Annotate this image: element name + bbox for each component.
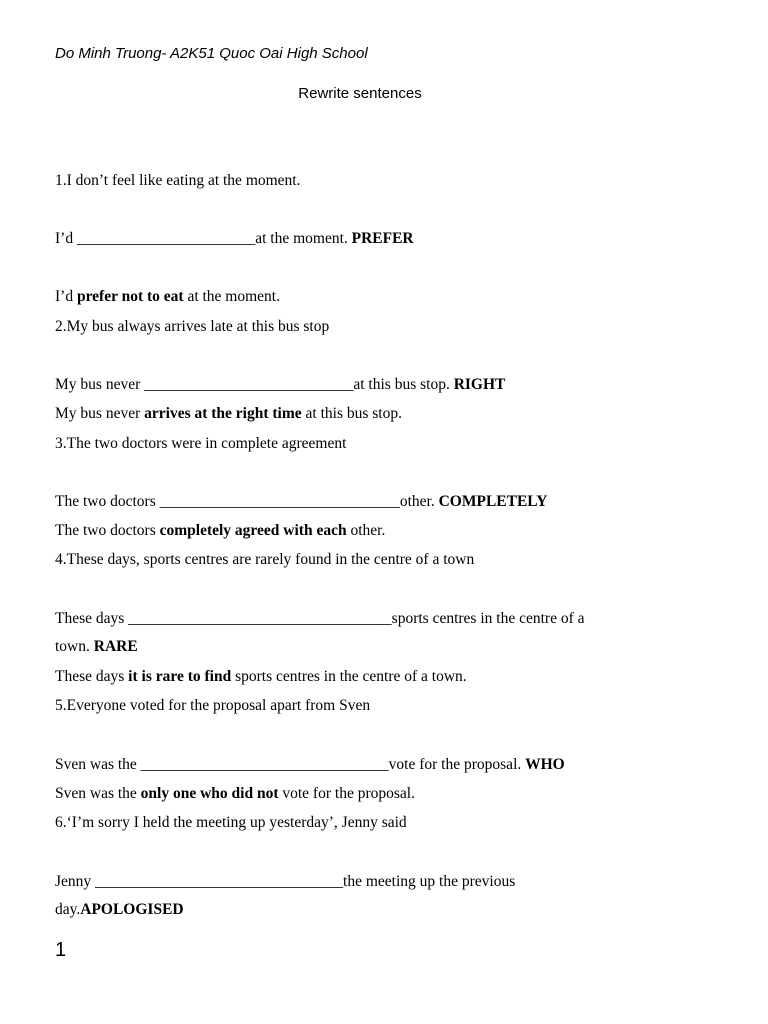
q3-answer [55, 521, 385, 541]
q3-original: 3.The two doctors were in complete agreement [55, 435, 347, 452]
q1-prompt [55, 229, 414, 249]
q3-prompt [55, 492, 547, 512]
q5-answer-end: vote for the proposal. [278, 785, 415, 802]
q6-prompt [55, 872, 515, 892]
q2-answer [55, 404, 402, 424]
q4-prompt-end: sports centres in the centre of a [391, 610, 585, 627]
q3-answer-end: other. [346, 522, 386, 539]
q3-blank: _______________________________ [159, 493, 400, 510]
document-header: Do Minh Truong- A2K51 Quoc Oai High School [55, 45, 368, 62]
q4-keyword: RARE [93, 638, 138, 655]
q2-keyword: RIGHT [453, 376, 506, 393]
q2-answer-end: at this bus stop. [301, 405, 402, 422]
q4-answer [55, 667, 467, 687]
q5-answer [55, 784, 415, 804]
q6-blank: ________________________________ [95, 873, 344, 890]
q4-answer-end: sports centres in the centre of a town. [231, 668, 467, 685]
q4-answer-bold: it is rare to find [128, 668, 232, 685]
q5-prompt-end: vote for the proposal. [388, 756, 526, 773]
q4-prompt-line2-text: town. [55, 638, 94, 655]
q6-prompt-start: Jenny [55, 873, 96, 890]
q1-keyword: PREFER [351, 230, 414, 247]
q2-answer-start: My bus never [55, 405, 145, 422]
q5-keyword: WHO [525, 756, 565, 773]
q3-answer-start: The two doctors [55, 522, 160, 539]
q6-prompt-line2-text: day. [55, 901, 81, 918]
q2-prompt [55, 375, 505, 395]
q5-prompt [55, 755, 565, 775]
q5-answer-start: Sven was the [55, 785, 141, 802]
q2-blank: ___________________________ [144, 376, 354, 393]
page-title: Rewrite sentences [298, 85, 422, 102]
q3-prompt-start: The two doctors [55, 493, 160, 510]
q6-keyword: APOLOGISED [80, 901, 184, 918]
q4-prompt-start: These days [55, 610, 129, 627]
q3-answer-bold: completely agreed with each [159, 522, 347, 539]
q2-answer-bold: arrives at the right time [144, 405, 302, 422]
q4-prompt-line2 [55, 637, 138, 657]
q2-original: 2.My bus always arrives late at this bus stop [55, 318, 330, 335]
q6-original: 6.‘I’m sorry I held the meeting up yesterday’, Jenny said [55, 814, 407, 831]
q6-prompt-end: the meeting up the previous [343, 873, 516, 890]
q5-prompt-start: Sven was the [55, 756, 141, 773]
q4-answer-start: These days [55, 668, 129, 685]
q1-answer-bold: prefer not to eat [76, 288, 184, 305]
q1-prompt-start: I’d [55, 230, 77, 247]
q1-prompt-end: at the moment. [255, 230, 352, 247]
q1-answer-start: I’d [55, 288, 77, 305]
q6-prompt-line2 [55, 900, 184, 920]
q2-prompt-end: at this bus stop. [353, 376, 454, 393]
page-number: 1 [55, 939, 67, 961]
q3-keyword: COMPLETELY [438, 493, 548, 510]
q3-prompt-end: other. [399, 493, 439, 510]
q5-blank: ________________________________ [140, 756, 389, 773]
q1-answer [55, 287, 280, 307]
q4-prompt [55, 609, 584, 629]
q4-original: 4.These days, sports centres are rarely found in the centre of a town [55, 551, 475, 568]
q5-answer-bold: only one who did not [140, 785, 279, 802]
q2-prompt-start: My bus never [55, 376, 145, 393]
q1-original: 1.I don’t feel like eating at the moment. [55, 172, 301, 189]
q4-blank: __________________________________ [128, 610, 392, 627]
q5-original: 5.Everyone voted for the proposal apart from Sven [55, 697, 371, 714]
q1-answer-end: at the moment. [183, 288, 280, 305]
q1-blank: _______________________ [76, 230, 256, 247]
